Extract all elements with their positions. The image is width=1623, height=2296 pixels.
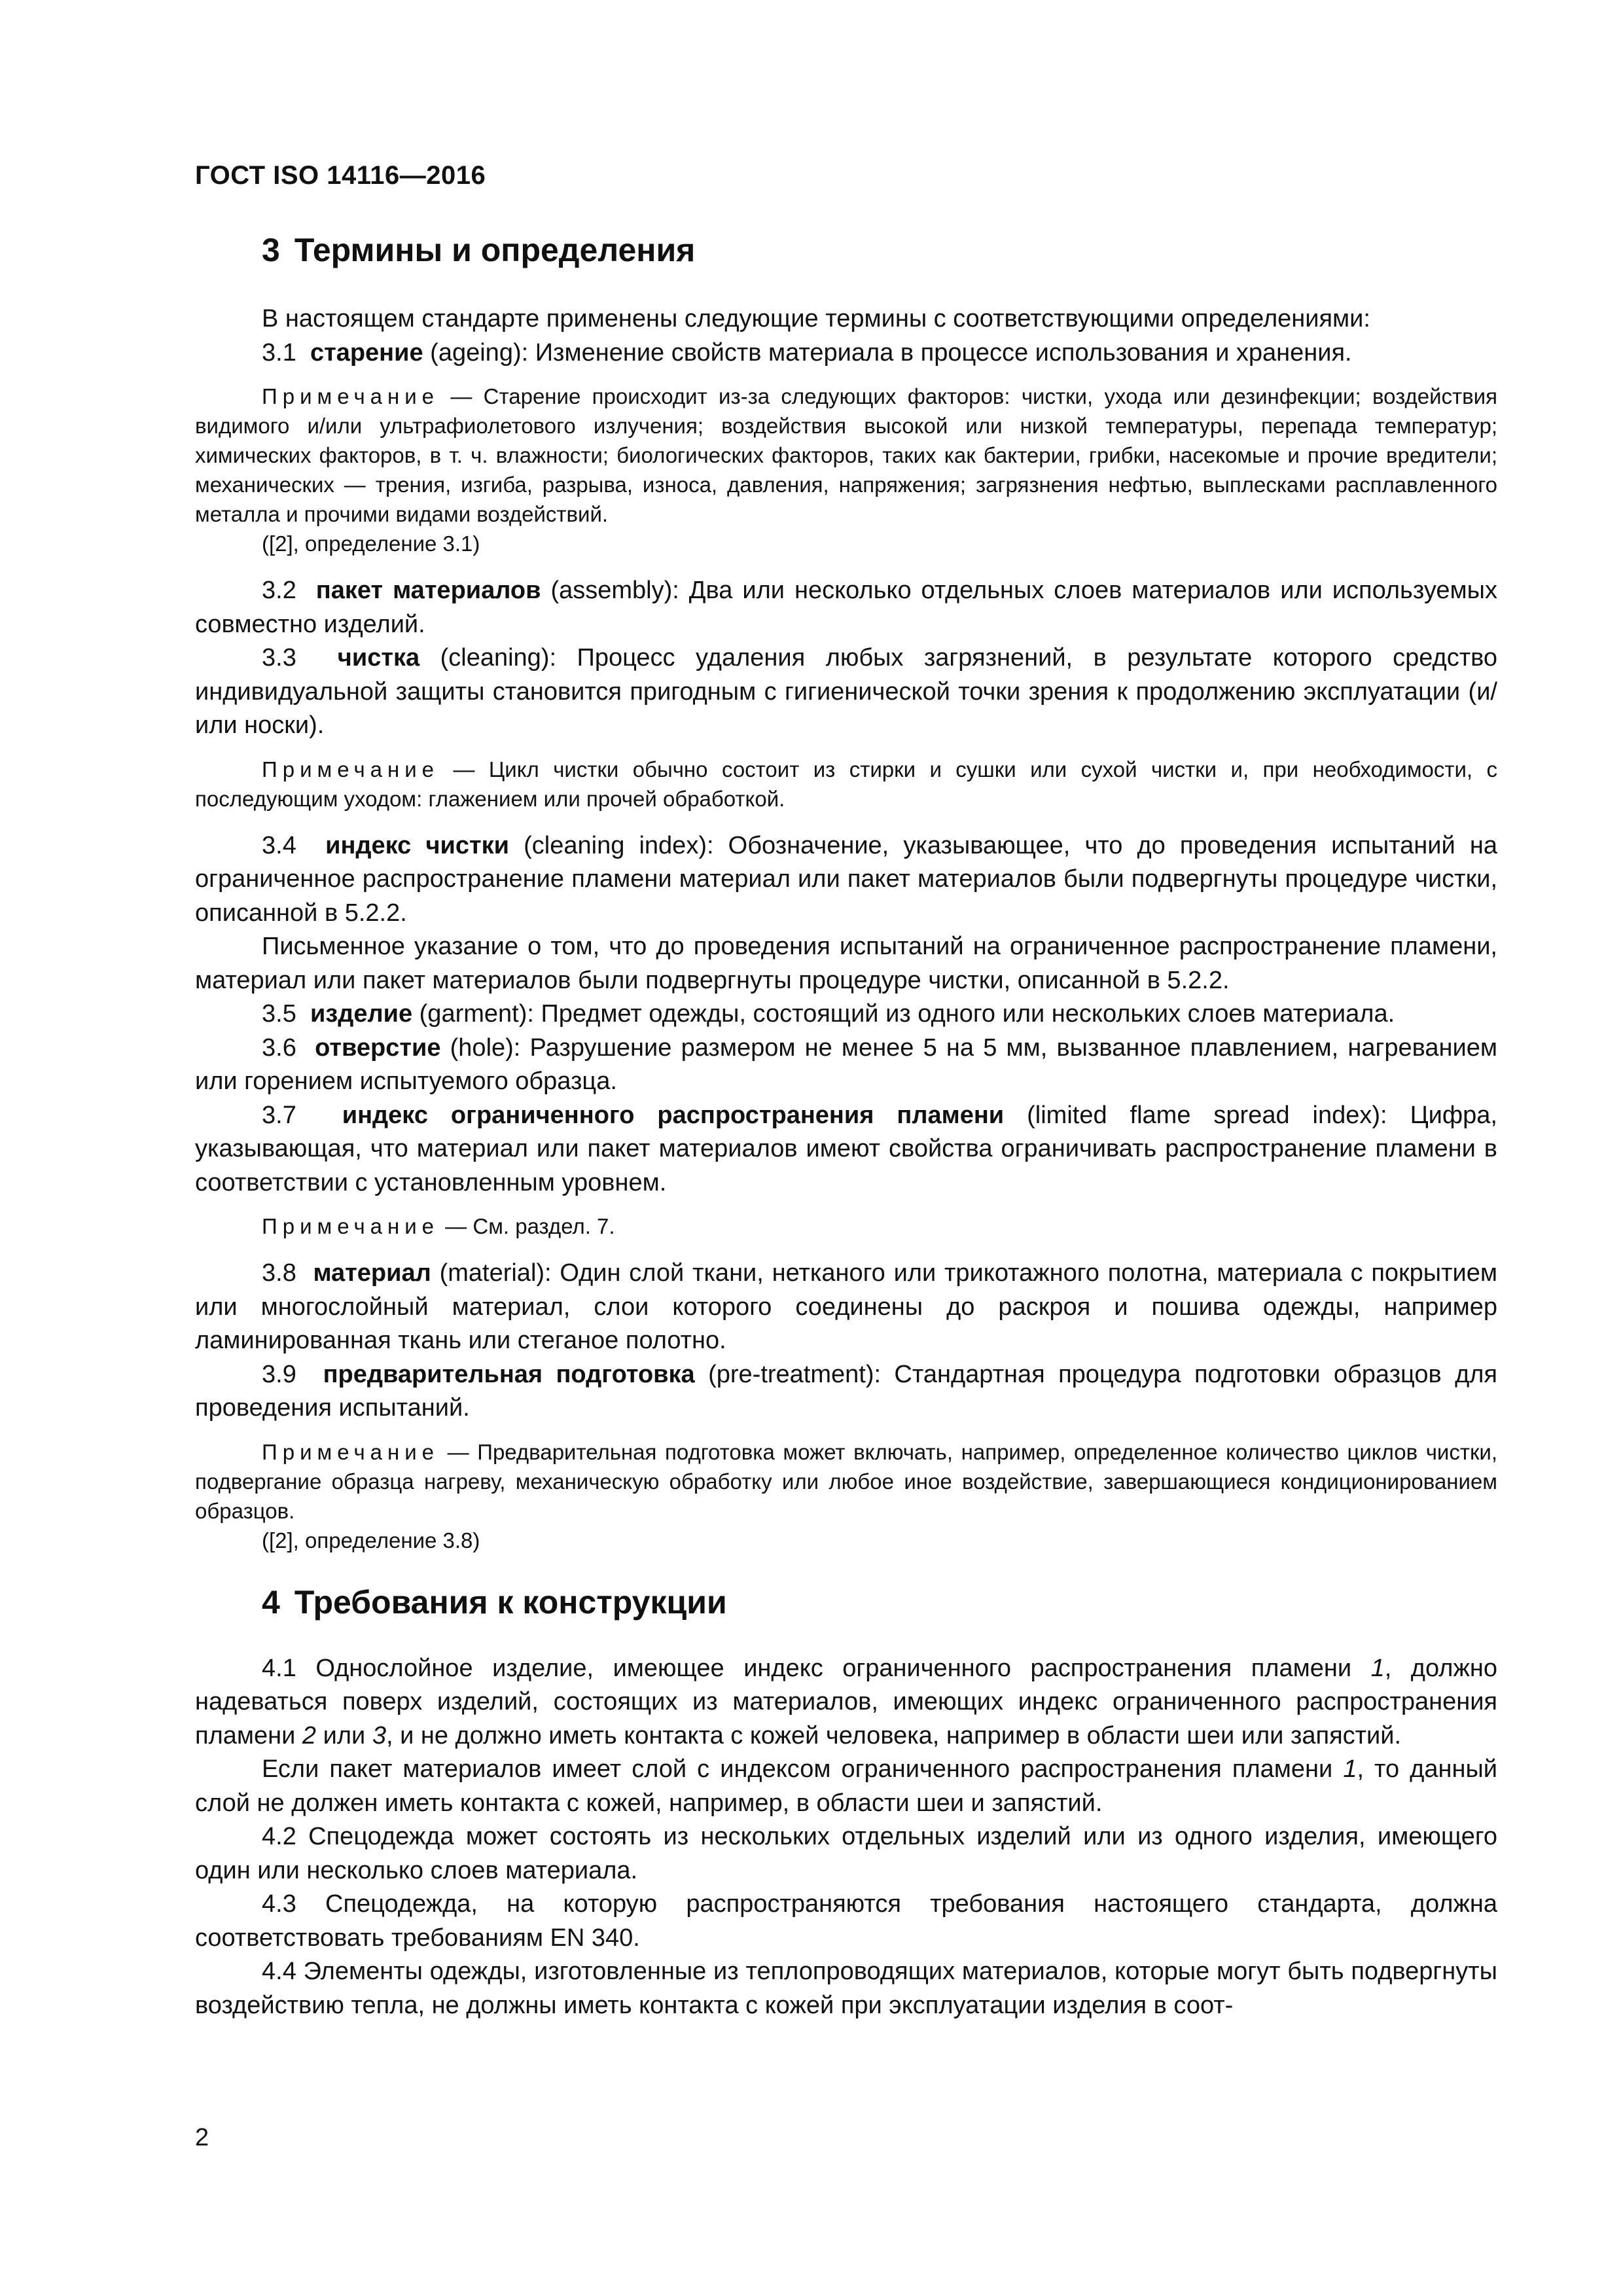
reference-3-1: ([2], определение 3.1) — [262, 531, 480, 556]
term-3-6: 3.6 отверстие (hole): Разрушение размером не менее 5 на 5 мм, вызванное плавлением, нагреванием или горением испытуемого образца. — [195, 1033, 1497, 1095]
term-3-5-name: изделие — [310, 1000, 413, 1028]
term-3-9-name: предварительная подготовка — [323, 1360, 695, 1388]
section-4-number: 4 — [262, 1583, 280, 1621]
note-label: Примечание — [262, 1214, 440, 1238]
clause-4-2: 4.2 Спецодежда может состоять из нескольких отдельных изделий или из одного изделия, имеющего один или несколько слоев материала. — [195, 1823, 1497, 1884]
section-4-heading — [195, 1583, 1497, 1622]
term-3-2-name: пакет материалов — [315, 577, 541, 604]
term-3-3-name: чистка — [337, 644, 420, 672]
term-3-4-name: индекс чистки — [325, 831, 509, 859]
section-3-number: 3 — [262, 232, 280, 268]
term-3-7-name: индекс ограниченного распространения пламени — [342, 1101, 1005, 1129]
note-label: Примечание — [262, 757, 440, 781]
term-3-8-name: материал — [313, 1259, 431, 1287]
reference-3-9: ([2], определение 3.8) — [262, 1528, 480, 1552]
term-3-4: 3.4 индекс чистки (cleaning index): Обозначение, указывающее, что до проведения испытаний на ограниченное распространение пламени материал или пакет материалов были подвергнуты процедуре чистки, описанной в 5.2.2. — [195, 831, 1497, 927]
term-3-9: 3.9 предварительная подготовка (pre-treatment): Стандартная процедура подготовки образцов для проведения испытаний. — [195, 1360, 1497, 1422]
page-number: 2 — [195, 2124, 209, 2151]
clause-4-1-extra: Если пакет материалов имеет слой с индексом ограниченного распространения пламени 1, то данный слой не должен иметь контакта с кожей, например, в области шеи и запястий. — [195, 1755, 1497, 1817]
note-3-7: Примечание — См. раздел. 7. — [262, 1214, 615, 1238]
clause-4-4: 4.4 Элементы одежды, изготовленные из теплопроводящих материалов, которые могут быть подвергнуты воздействию тепла, не должны иметь контакта с кожей при эксплуатации изделия в соот- — [195, 1958, 1497, 2019]
term-3-5: 3.5 изделие (garment): Предмет одежды, состоящий из одного или нескольких слоев материала. — [262, 1000, 1395, 1028]
note-3-1: Примечание — Старение происходит из-за следующих факторов: чистки, ухода или дезинфекции; воздействия видимого и/или ультрафиолетового излучения; воздействия высокой или низкой температуры, перепада температур; химических факторов, в т. ч. влажности; биологических факторов, таких как бактерии, грибки, насекомые и прочие вредители; механических — трения, изгиба, разрыва, износа, давления, напряжения; загрязнения нефтью, выплесками расплавленного металла и прочими видами воздействий. — [195, 384, 1497, 526]
term-3-8: 3.8 материал (material): Один слой ткани, нетканого или трикотажного полотна, материала с покрытием или многослойный материал, слои которого соединены до раскроя и пошива одежды, например ламинированная ткань или стеганое полотно. — [195, 1259, 1497, 1354]
note-label: Примечание — [262, 384, 440, 408]
document-header: ГОСТ ISO 14116—2016 — [195, 161, 486, 190]
term-3-1: 3.1 старение (ageing): Изменение свойств материала в процессе использования и хранения. — [262, 338, 1352, 367]
note-3-9: Примечание — Предварительная подготовка может включать, например, определенное количество циклов чистки, подвергание образца нагреву, механическую обработку или любое иное воздействие, завершающиеся кондиционированием образцов. — [195, 1439, 1498, 1523]
term-3-2: 3.2 пакет материалов (assembly): Два или несколько отдельных слоев материалов или используемых совместно изделий. — [195, 577, 1497, 638]
section-3-heading — [195, 230, 1497, 270]
term-3-4-extra: Письменное указание о том, что до проведения испытаний на ограниченное распространение пламени, материал или пакет материалов были подвергнуты процедуре чистки, описанной в 5.2.2. — [195, 933, 1497, 994]
section-3-intro: В настоящем стандарте применены следующие термины с соответствующими определениями: — [262, 305, 1370, 332]
clause-4-3: 4.3 Спецодежда, на которую распространяются требования настоящего стандарта, должна соответствовать требованиям EN 340. — [195, 1890, 1497, 1952]
clause-4-1: 4.1 Однослойное изделие, имеющее индекс ограниченного распространения пламени 1, должно надеваться поверх изделий, состоящих из материалов, имеющих индекс ограниченного распространения пламени 2 или 3, и не должно иметь контакта с кожей человека, например в области шеи или запястий. — [195, 1654, 1497, 1749]
note-3-3: Примечание — Цикл чистки обычно состоит из стирки и сушки или сухой чистки и, при необходимости, с последующим уходом: глажением или прочей обработкой. — [195, 757, 1498, 811]
page-content — [195, 230, 1497, 2022]
term-3-3: 3.3 чистка (cleaning): Процесс удаления любых загрязнений, в результате которого средство индивидуальной защиты становится пригодным с гигиенической точки зрения к продолжению эксплуатации (и/или носки). — [195, 644, 1497, 739]
section-4-title: Требования к конструкции — [294, 1583, 727, 1621]
term-3-1-name: старение — [310, 338, 423, 367]
section-3-title: Термины и определения — [294, 232, 696, 268]
note-label: Примечание — [262, 1439, 440, 1464]
term-3-6-name: отверстие — [315, 1033, 441, 1062]
term-3-7: 3.7 индекс ограниченного распространения пламени (limited flame spread index): Цифра, указывающая, что материал или пакет материалов имеют свойства ограничивать распространение пламени в соответствии с установленным уровнем. — [195, 1101, 1497, 1196]
